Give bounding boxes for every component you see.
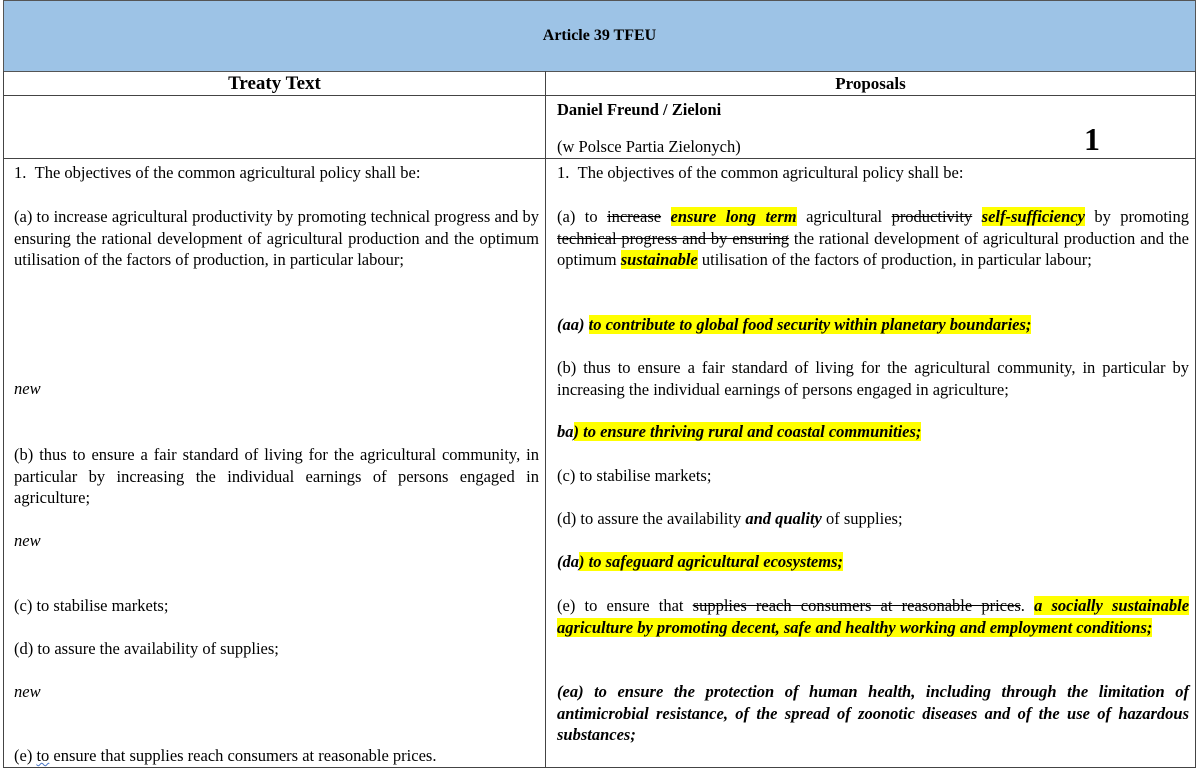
right-a-text-5: by promoting: [1084, 207, 1190, 226]
left-intro: 1. The objectives of the common agricultural policy shall be:: [14, 163, 421, 182]
right-point-e: [557, 595, 1189, 638]
right-a-deleted-1: increase: [607, 207, 662, 226]
column-header-treaty-text: [3, 71, 546, 96]
right-point-b: (b) thus to ensure a fair standard of living for the agricultural community, in particular by increasing the individual earnings of persons engaged in agriculture;: [557, 358, 1189, 399]
left-point-e: [14, 745, 539, 767]
right-aa-text: to contribute to global food security within planetary boundaries;: [588, 315, 1032, 334]
right-d-text-1: (d) to assure the availability: [557, 509, 746, 528]
left-point-e-rest: ensure that supplies reach consumers at reasonable prices.: [49, 746, 437, 765]
right-point-d: [557, 508, 1189, 530]
treaty-text-header: Treaty Text: [228, 73, 321, 94]
right-a-text-7: utilisation of the factors of production, in particular labour;: [697, 250, 1092, 269]
right-point-c: (c) to stabilise markets;: [557, 466, 712, 485]
right-a-inserted-3: sustainable: [620, 250, 698, 269]
right-aa-label: (aa): [557, 315, 589, 334]
right-a-text-4: [972, 207, 981, 226]
left-point-d: (d) to assure the availability of supplies;: [14, 639, 279, 658]
right-a-text-3: agricultural: [796, 207, 892, 226]
left-point-a: (a) to increase agricultural productivity by promoting technical progress and by ensuring the rational development of agricultural production and the optimum utilisation of the factors of production, in particular labour;: [14, 207, 539, 269]
right-d-inserted: and quality: [745, 509, 822, 528]
treaty-text-body: [3, 159, 546, 768]
right-e-text-2: .: [1020, 596, 1035, 615]
left-new-3: new: [14, 682, 41, 701]
proposals-body: [545, 159, 1196, 768]
right-point-da: [557, 551, 1189, 573]
right-point-ea: (ea) to ensure the protection of human health, including through the limitation of antimicrobial resistance, of the spread of zoonotic diseases and of the use of hazardous substances;: [557, 682, 1189, 744]
left-point-e-to: to: [36, 746, 50, 765]
right-da-label: (da: [557, 552, 579, 571]
right-ba-text: ) to ensure thriving rural and coastal communities;: [573, 422, 922, 441]
left-new-1: new: [14, 379, 41, 398]
proposal-number: 1: [1084, 121, 1100, 157]
right-a-deleted-2: productivity: [891, 207, 973, 226]
article-title: Article 39 TFEU: [542, 27, 657, 44]
right-ba-label: ba: [557, 422, 574, 441]
right-a-inserted-2: self-sufficiency: [981, 207, 1085, 226]
author-party: (w Polsce Partia Zielonych): [557, 137, 741, 156]
right-d-text-2: of supplies;: [821, 509, 903, 528]
right-point-aa: [557, 314, 1189, 336]
document-page: [3, 0, 1196, 770]
right-point-ba: [557, 421, 1189, 443]
right-a-text-6: the rational development of agricultural production and the optimum: [557, 228, 1189, 269]
right-a-text-1: (a) to: [557, 207, 608, 226]
article-title-bar: [3, 0, 1196, 72]
right-e-deleted: supplies reach consumers at reasonable prices: [692, 596, 1021, 615]
right-e-inserted: a socially sustainable agriculture by promoting decent, safe and healthy working and employment conditions;: [557, 596, 1190, 637]
proposals-header: Proposals: [835, 74, 906, 93]
left-point-e-prefix: (e): [14, 746, 37, 765]
right-a-text-2: [661, 207, 670, 226]
author-cell-empty: [3, 96, 546, 159]
right-e-text-1: (e) to ensure that: [557, 596, 693, 615]
right-intro: 1. The objectives of the common agricultural policy shall be:: [557, 163, 964, 182]
right-a-inserted-1: ensure long term: [670, 207, 797, 226]
author-name: Daniel Freund / Zieloni: [557, 100, 722, 119]
right-a-deleted-3: technical progress and by ensuring: [557, 228, 790, 248]
right-da-text: ) to safeguard agricultural ecosystems;: [579, 552, 843, 571]
column-header-proposals: [545, 71, 1196, 96]
left-point-b: (b) thus to ensure a fair standard of living for the agricultural community, in particular by increasing the individual earnings of persons engaged in agriculture;: [14, 445, 539, 507]
author-cell: [545, 96, 1196, 159]
right-point-a: [557, 206, 1189, 271]
left-new-2: new: [14, 531, 41, 550]
left-point-c: (c) to stabilise markets;: [14, 596, 169, 615]
